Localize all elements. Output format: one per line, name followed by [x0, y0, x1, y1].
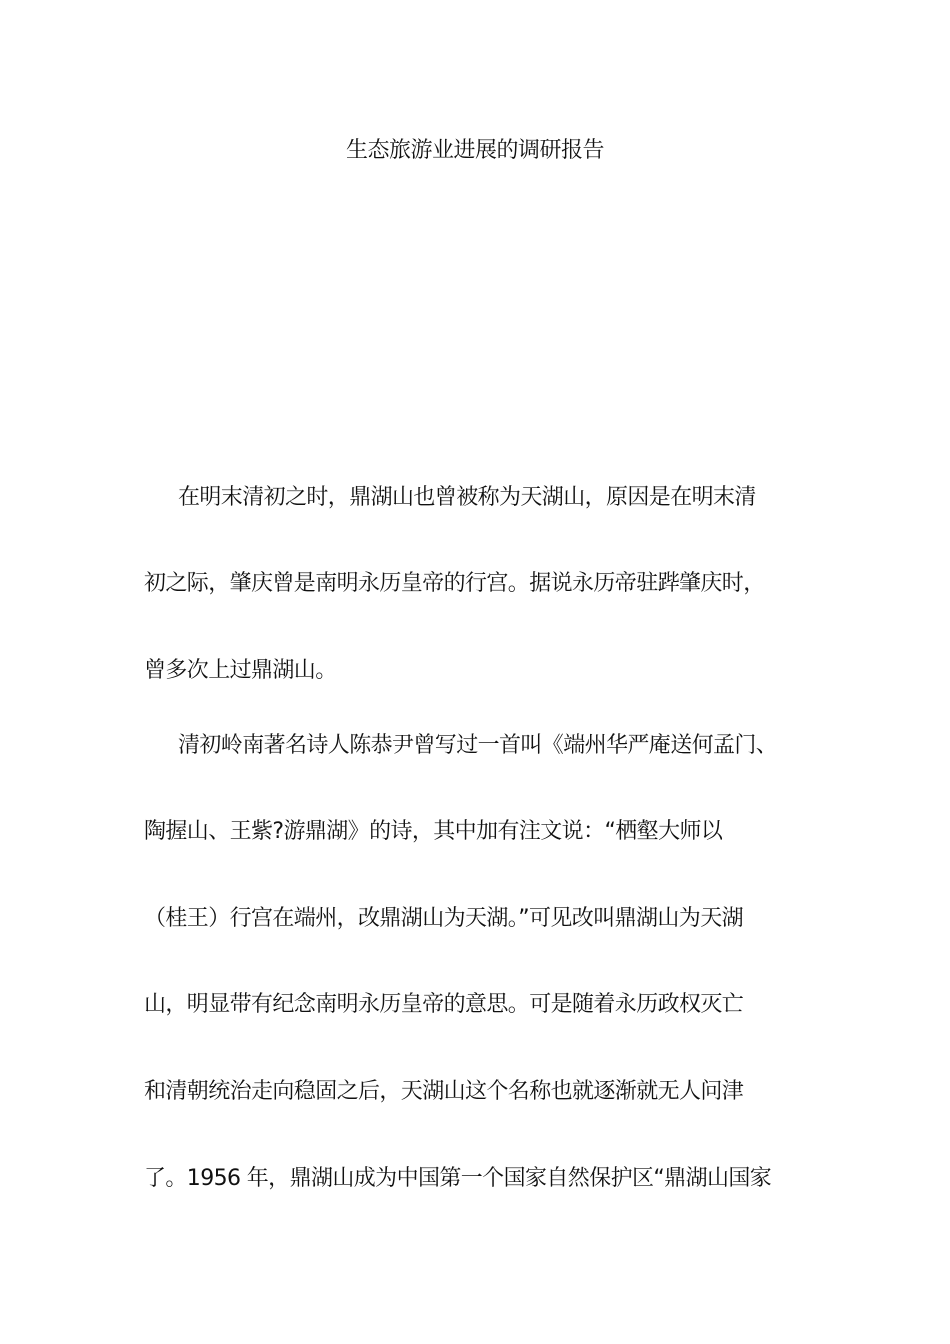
paragraph-2-line-1: 清初岭南著名诗人陈恭尹曾写过一首叫《端州华严庵送何孟门、	[178, 733, 778, 758]
document-title: 生态旅游业进展的调研报告	[345, 138, 604, 163]
paragraph-1-line-2: 初之际，肇庆曾是南明永历皇帝的行宫。据说永历帝驻跸肇庆时，	[144, 571, 765, 596]
paragraph-1-line-3: 曾多次上过鼎湖山。	[144, 658, 337, 683]
paragraph-2-line-4: 山，明显带有纪念南明永历皇帝的意思。可是随着永历政权灭亡	[144, 992, 744, 1017]
paragraph-1-line-1: 在明末清初之时，鼎湖山也曾被称为天湖山，原因是在明末清	[178, 485, 756, 510]
paragraph-2-line-3: （桂王）行宫在端州，改鼎湖山为天湖。”可见改叫鼎湖山为天湖	[144, 906, 743, 931]
paragraph-2-line-6: 了。1956 年，鼎湖山成为中国第一个国家自然保护区“鼎湖山国家	[144, 1166, 772, 1191]
paragraph-2-line-5: 和清朝统治走向稳固之后，天湖山这个名称也就逐渐就无人问津	[144, 1079, 744, 1104]
paragraph-2-line-2: 陶握山、王紫?游鼎湖》的诗，其中加有注文说：“栖壑大师以	[144, 819, 723, 844]
